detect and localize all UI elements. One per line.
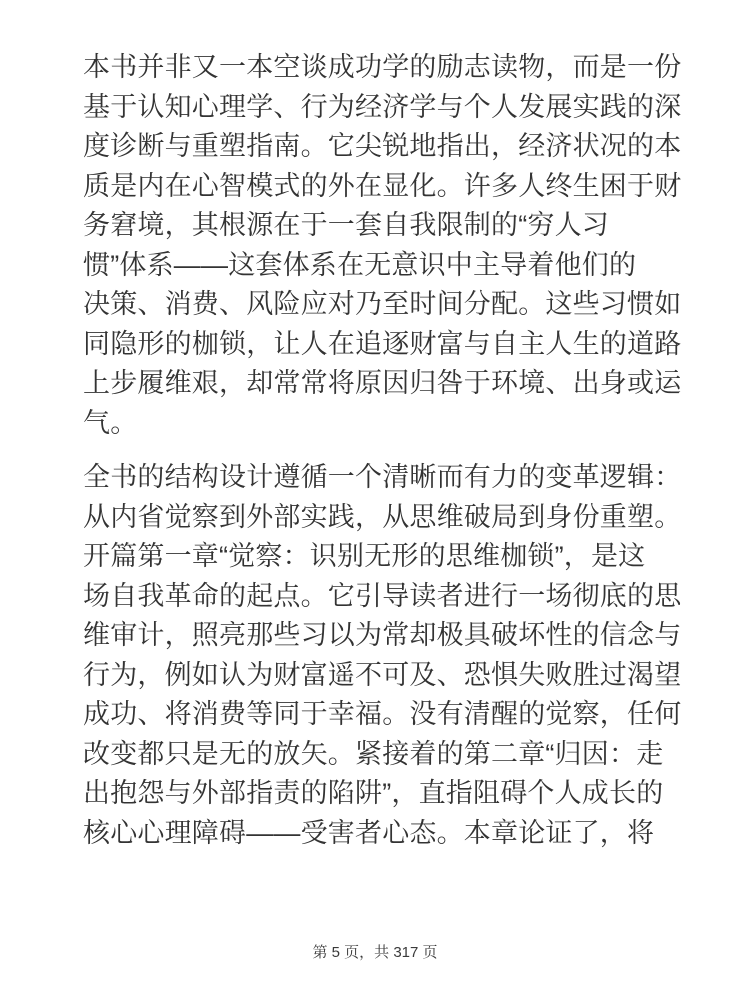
text-line: 气。 <box>83 407 138 438</box>
text-line: 开篇第一章“觉察：识别无形的思维枷锁”，是这 <box>83 541 646 571</box>
text-line: 成功、将消费等同于幸福。没有清醒的觉察，任何 <box>83 699 682 729</box>
text-line: 务窘境，其根源在于一套自我限制的“穷人习 <box>83 210 609 240</box>
text-line: 质是内在心智模式的外在显化。许多人终生困于财 <box>83 170 682 201</box>
text-line: 出抱怨与外部指责的陷阱”，直指阻碍个人成长的 <box>83 778 664 808</box>
text-line: 行为，例如认为财富遥不可及、恐惧失败胜过渴望 <box>83 659 682 690</box>
page-body-text <box>83 48 690 868</box>
text-line: 改变都只是无的放矢。紧接着的第二章“归因：走 <box>83 738 664 769</box>
text-line: 同隐形的枷锁，让人在追逐财富与自主人生的道路 <box>83 328 682 359</box>
text-line: 惯”体系——这套体系在无意识中主导着他们的 <box>83 249 637 280</box>
paragraph <box>83 48 690 443</box>
text-line: 核心心理障碍——受害者心态。本章论证了，将 <box>83 817 655 848</box>
text-line: 本书并非又一本空谈成功学的励志读物，而是一份 <box>83 52 682 82</box>
text-line: 场自我革命的起点。它引导读者进行一场彻底的思 <box>83 580 682 611</box>
text-line: 维审计，照亮那些习以为常却极具破坏性的信念与 <box>83 620 682 650</box>
paragraph <box>83 458 690 853</box>
text-line: 决策、消费、风险应对乃至时间分配。这些习惯如 <box>83 289 682 319</box>
text-line: 度诊断与重塑指南。它尖锐地指出，经济状况的本 <box>83 131 682 161</box>
page-number-indicator: 第 5 页，共 317 页 <box>312 944 438 961</box>
text-line: 基于认知心理学、行为经济学与个人发展实践的深 <box>83 91 682 122</box>
text-line: 从内省觉察到外部实践，从思维破局到身份重塑。 <box>83 501 682 532</box>
text-line: 全书的结构设计遵循一个清晰而有力的变革逻辑： <box>83 462 682 492</box>
text-line: 上步履维艰，却常常将原因归咎于环境、出身或运 <box>83 368 682 398</box>
